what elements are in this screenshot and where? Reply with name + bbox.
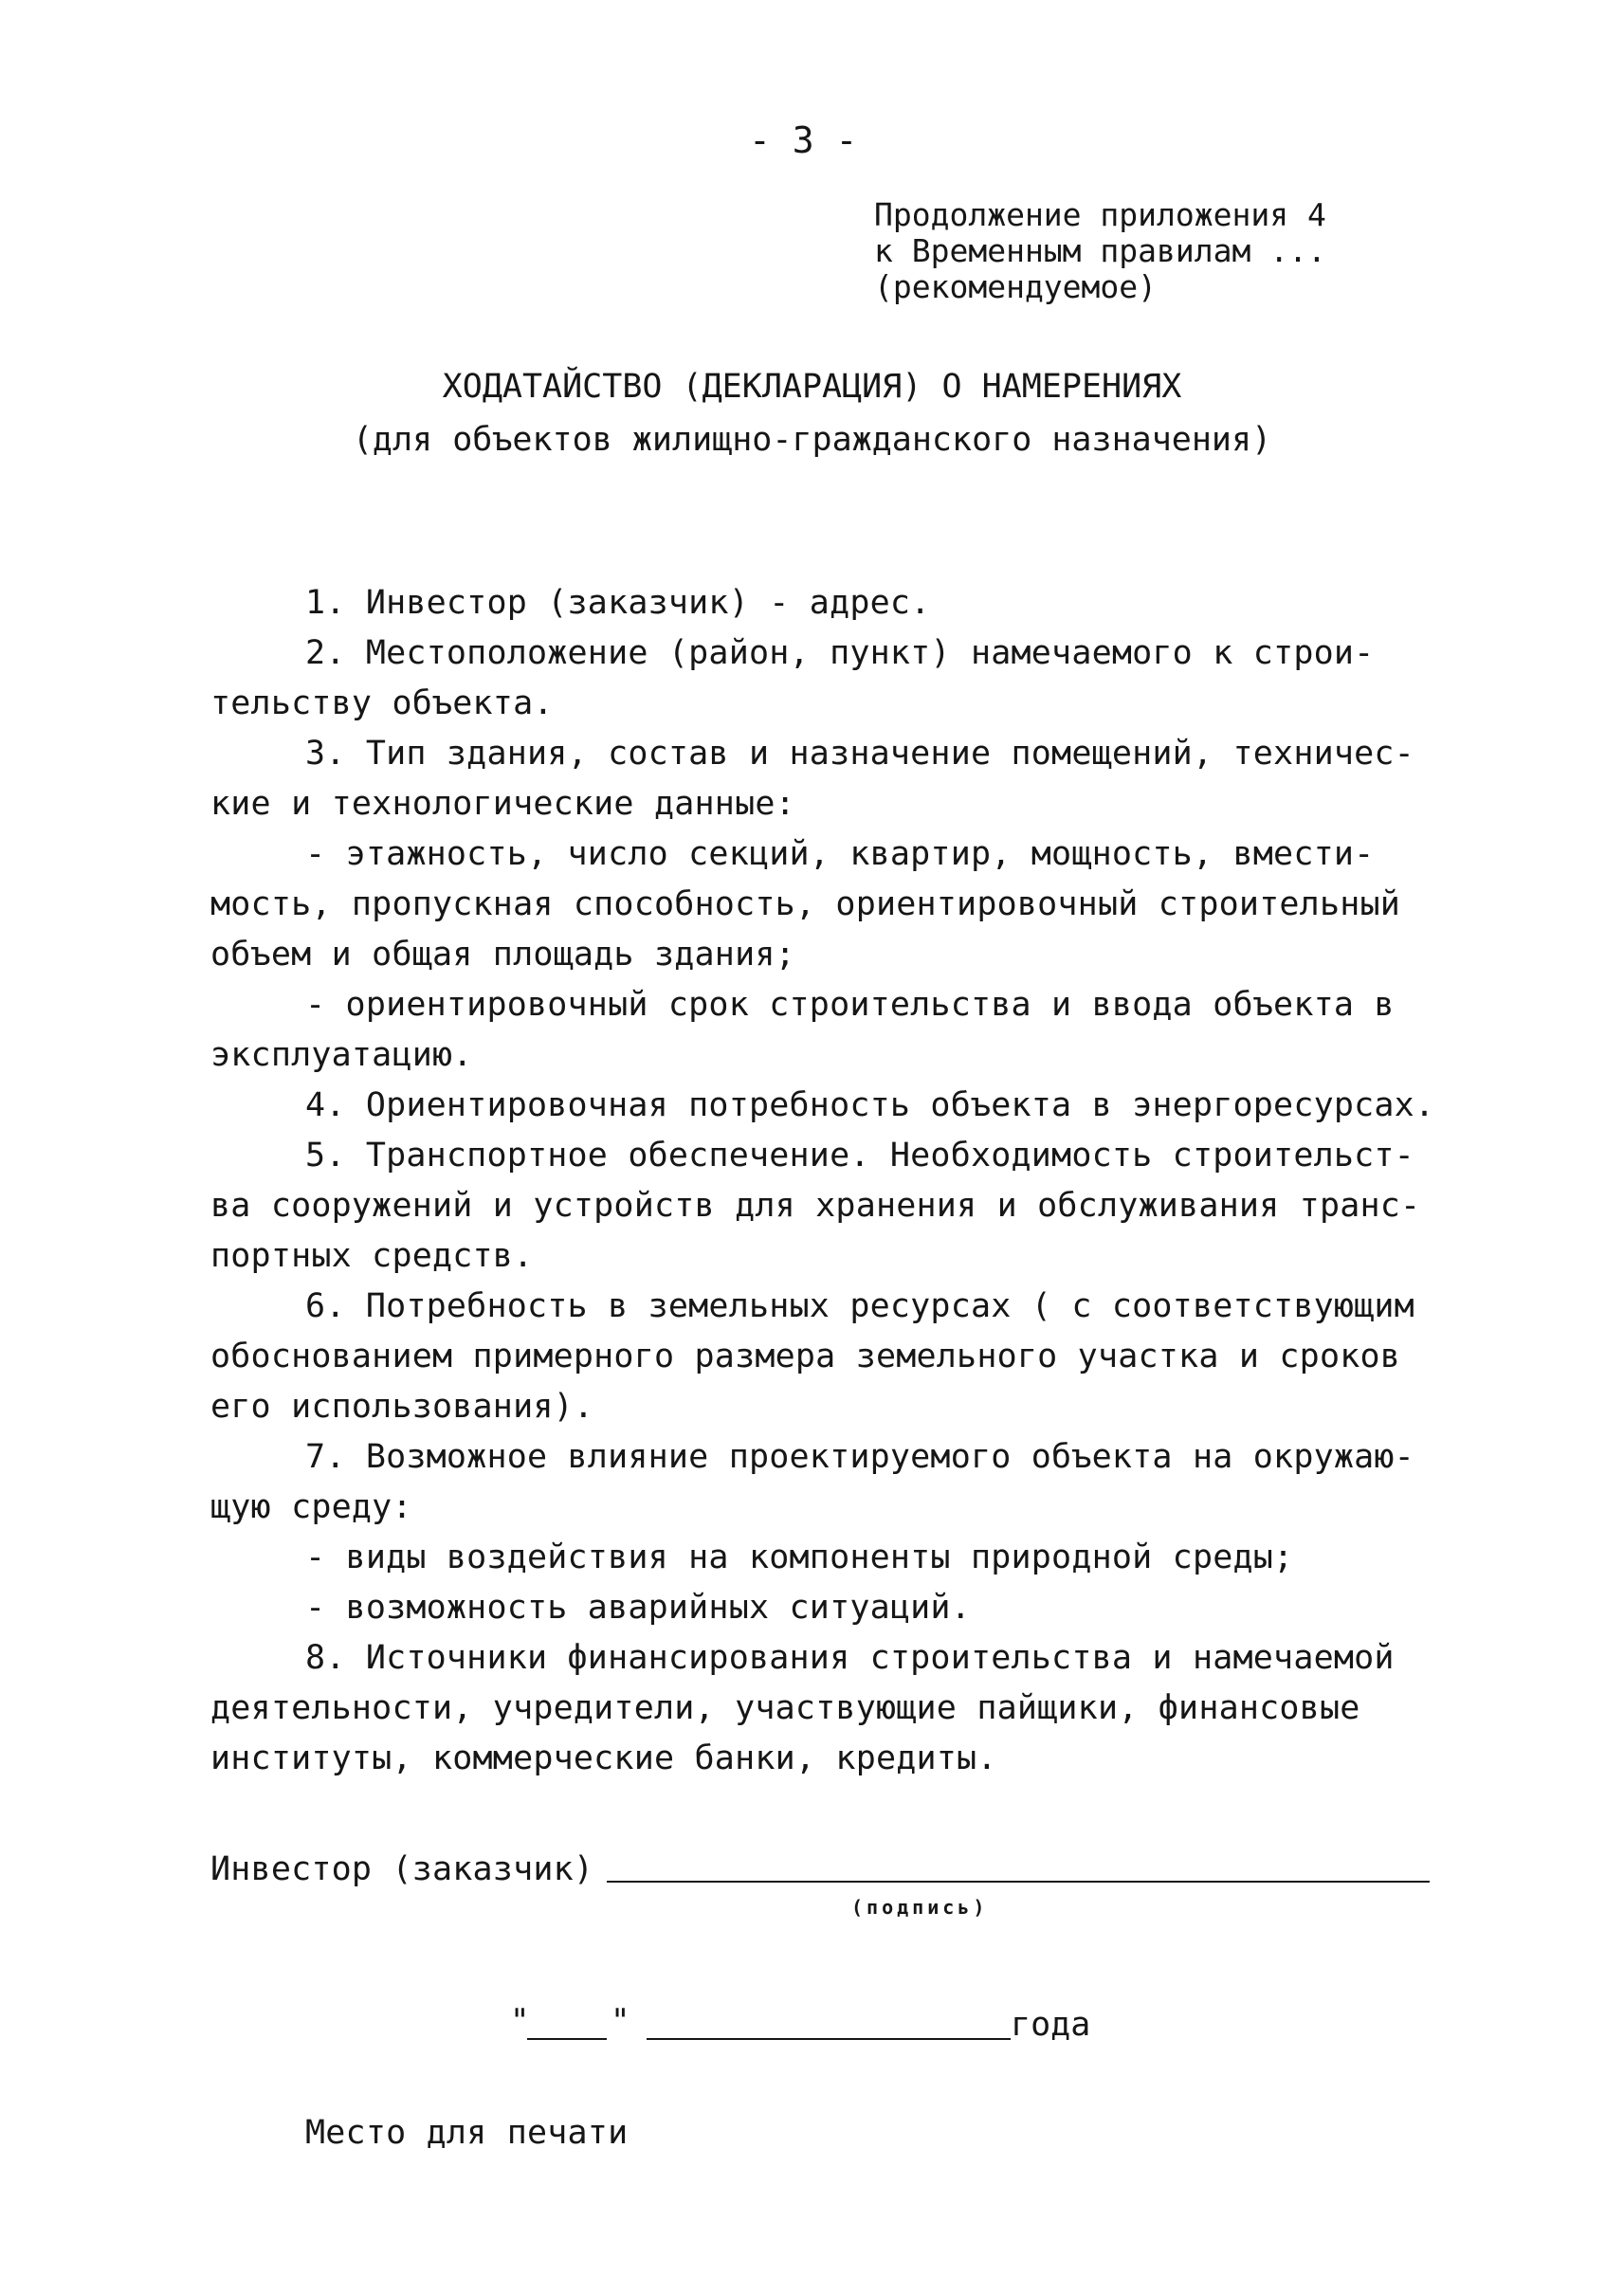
body-line: щую среду: — [210, 1488, 412, 1526]
body-line: деятельности, учредители, участвующие пайщики, финансовые — [210, 1689, 1360, 1727]
appendix-line-3: (рекомендуемое) — [874, 268, 1158, 305]
body-line: институты, коммерческие банки, кредиты. — [210, 1739, 997, 1777]
body-line: 6. Потребность в земельных ресурсах ( с соответствующим — [305, 1287, 1414, 1325]
body-line: 5. Транспортное обеспечение. Необходимость строительст- — [305, 1137, 1414, 1174]
date-day-line — [527, 2038, 607, 2040]
date-month-line — [647, 2038, 1011, 2040]
body-line: 7. Возможное влияние проектируемого объекта на окружаю- — [305, 1438, 1414, 1476]
page-number: - 3 - — [749, 119, 858, 161]
appendix-line-2: к Временным правилам ... — [874, 232, 1326, 269]
date-quote-close: " — [611, 2002, 630, 2040]
body-line: эксплуатацию. — [210, 1036, 473, 1074]
body-line: обоснованием примерного размера земельного участка и сроков — [210, 1338, 1401, 1375]
signature-label: Инвестор (заказчик) — [210, 1850, 594, 1888]
body-line: портных средств. — [210, 1237, 534, 1275]
body-line: - ориентировочный срок строительства и ввода объекта в — [305, 986, 1395, 1024]
date-quote-open: " — [510, 2002, 530, 2040]
body-line: - виды воздействия на компоненты природной среды; — [305, 1538, 1294, 1576]
body-line: ва сооружений и устройств для хранения и обслуживания транс- — [210, 1187, 1421, 1225]
body-line: 1. Инвестор (заказчик) - адрес. — [305, 584, 931, 622]
body-line: мость, пропускная способность, ориентировочный строительный — [210, 885, 1401, 923]
body-line: 8. Источники финансирования строительства и намечаемой — [305, 1639, 1395, 1677]
date-year-word: года — [1011, 2006, 1091, 2044]
document-subtitle: (для объектов жилищно-гражданского назначения) — [352, 421, 1272, 459]
body-line: 4. Ориентировочная потребность объекта в энергоресурсах. — [305, 1086, 1435, 1124]
appendix-line-1: Продолжение приложения 4 — [874, 196, 1326, 233]
body-line: его использования). — [210, 1388, 594, 1426]
body-line: - этажность, число секций, квартир, мощность, вмести- — [305, 835, 1375, 873]
signature-caption: (подпись) — [851, 1896, 989, 1919]
body-line: - возможность аварийных ситуаций. — [305, 1589, 971, 1627]
signature-line — [607, 1881, 1430, 1883]
stamp-place: Место для печати — [305, 2114, 629, 2152]
body-line: 2. Местоположение (район, пункт) намечаемого к строи- — [305, 634, 1375, 672]
body-line: объем и общая площадь здания; — [210, 936, 795, 974]
document-title: ХОДАТАЙСТВО (ДЕКЛАРАЦИЯ) О НАМЕРЕНИЯХ — [442, 368, 1182, 406]
body-line: кие и технологические данные: — [210, 785, 795, 823]
body-line: 3. Тип здания, состав и назначение помещений, техничес- — [305, 735, 1414, 773]
body-line: тельству объекта. — [210, 684, 554, 722]
